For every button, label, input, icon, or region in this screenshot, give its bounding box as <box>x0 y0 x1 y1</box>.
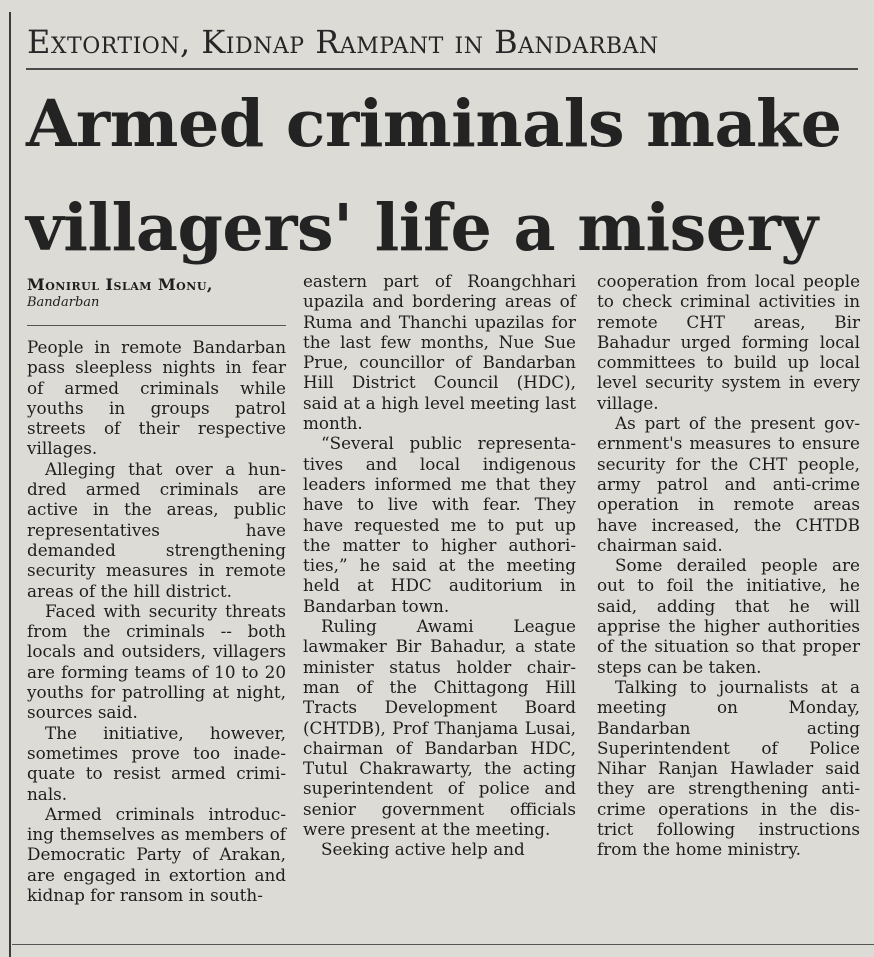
article-column-3 <box>597 271 860 860</box>
paragraph: Armed criminals introduc-ing themselves as members of Democratic Party of Arakan, are engaged in extortion and kidnap for ransom in south- <box>27 803 286 906</box>
kicker-divider <box>26 68 858 70</box>
paragraph: Alleging that over a hun-dred armed criminals are active in the areas, public representatives have demanded strengthening security measures in remote areas of the hill district. <box>27 458 286 601</box>
paragraph: “Several public representa-tives and local indigenous leaders informed me that they have to live with fear. They have requested me to put up the matter to higher authori-ties,” he said at the meeting held at HDC auditorium in Bandarban town. <box>303 433 576 616</box>
paragraph: Talking to journalists at a meeting on Monday, Bandarban acting Superintendent of Police Nihar Ranjan Hawlader said they are strengthening anti-crime operations in the dis-trict following instructions from the home ministry. <box>597 676 860 860</box>
article-headline: Armed criminals make villagers' life a misery <box>26 86 842 266</box>
byline-author: Monirul Islam Monu, <box>27 275 213 294</box>
paragraph: Ruling Awami League lawmaker Bir Bahadur, a state minister status holder chair-man of the Chittagong Hill Tracts Development Board (CHTDB), Prof Thanjama Lusai, chairman of Bandarban HDC, Tutul Chakrawarty, the acting superintendent of police and senior government officials were present at the meeting. <box>303 616 576 840</box>
article-column-2 <box>303 271 576 860</box>
byline <box>27 275 286 311</box>
article-column-1 <box>27 337 286 905</box>
paragraph: Some derailed people are out to foil the initiative, he said, adding that he will apprise the higher authorities of the situation so that proper steps can be taken. <box>597 555 860 677</box>
article-kicker: Extortion, Kidnap Rampant in Bandarban <box>27 23 659 61</box>
paragraph: Faced with security threats from the criminals -- both locals and outsiders, villagers are forming teams of 10 to 20 youths for patrolling at night, sources said. <box>27 600 286 723</box>
byline-dateline: Bandarban <box>27 295 100 310</box>
column-rule-left <box>9 12 11 957</box>
paragraph: eastern part of Roangchhari upazila and bordering areas of Ruma and Thanchi upazilas for the last few months, Nue Sue Prue, councillor of Bandarban Hill District Council (HDC), said at a high level meeting last month. <box>303 271 576 434</box>
byline-divider <box>27 325 286 326</box>
paragraph: As part of the present gov-ernment's measures to ensure security for the CHT people, army patrol and anti-crime operation in remote areas have increased, the CHTDB chairman said. <box>597 413 860 555</box>
paragraph: Seeking active help and <box>321 839 525 860</box>
paragraph: People in remote Bandarban pass sleepless nights in fear of armed criminals while youths in groups patrol streets of their respective villages. <box>27 337 286 459</box>
paragraph: cooperation from local people to check criminal activities in remote CHT areas, Bir Bahadur urged forming local committees to build up local level security system in every village. <box>597 271 860 413</box>
paragraph: The initiative, however, sometimes prove too inade-quate to resist armed crimi-nals. <box>27 722 286 804</box>
bottom-divider <box>12 944 874 945</box>
